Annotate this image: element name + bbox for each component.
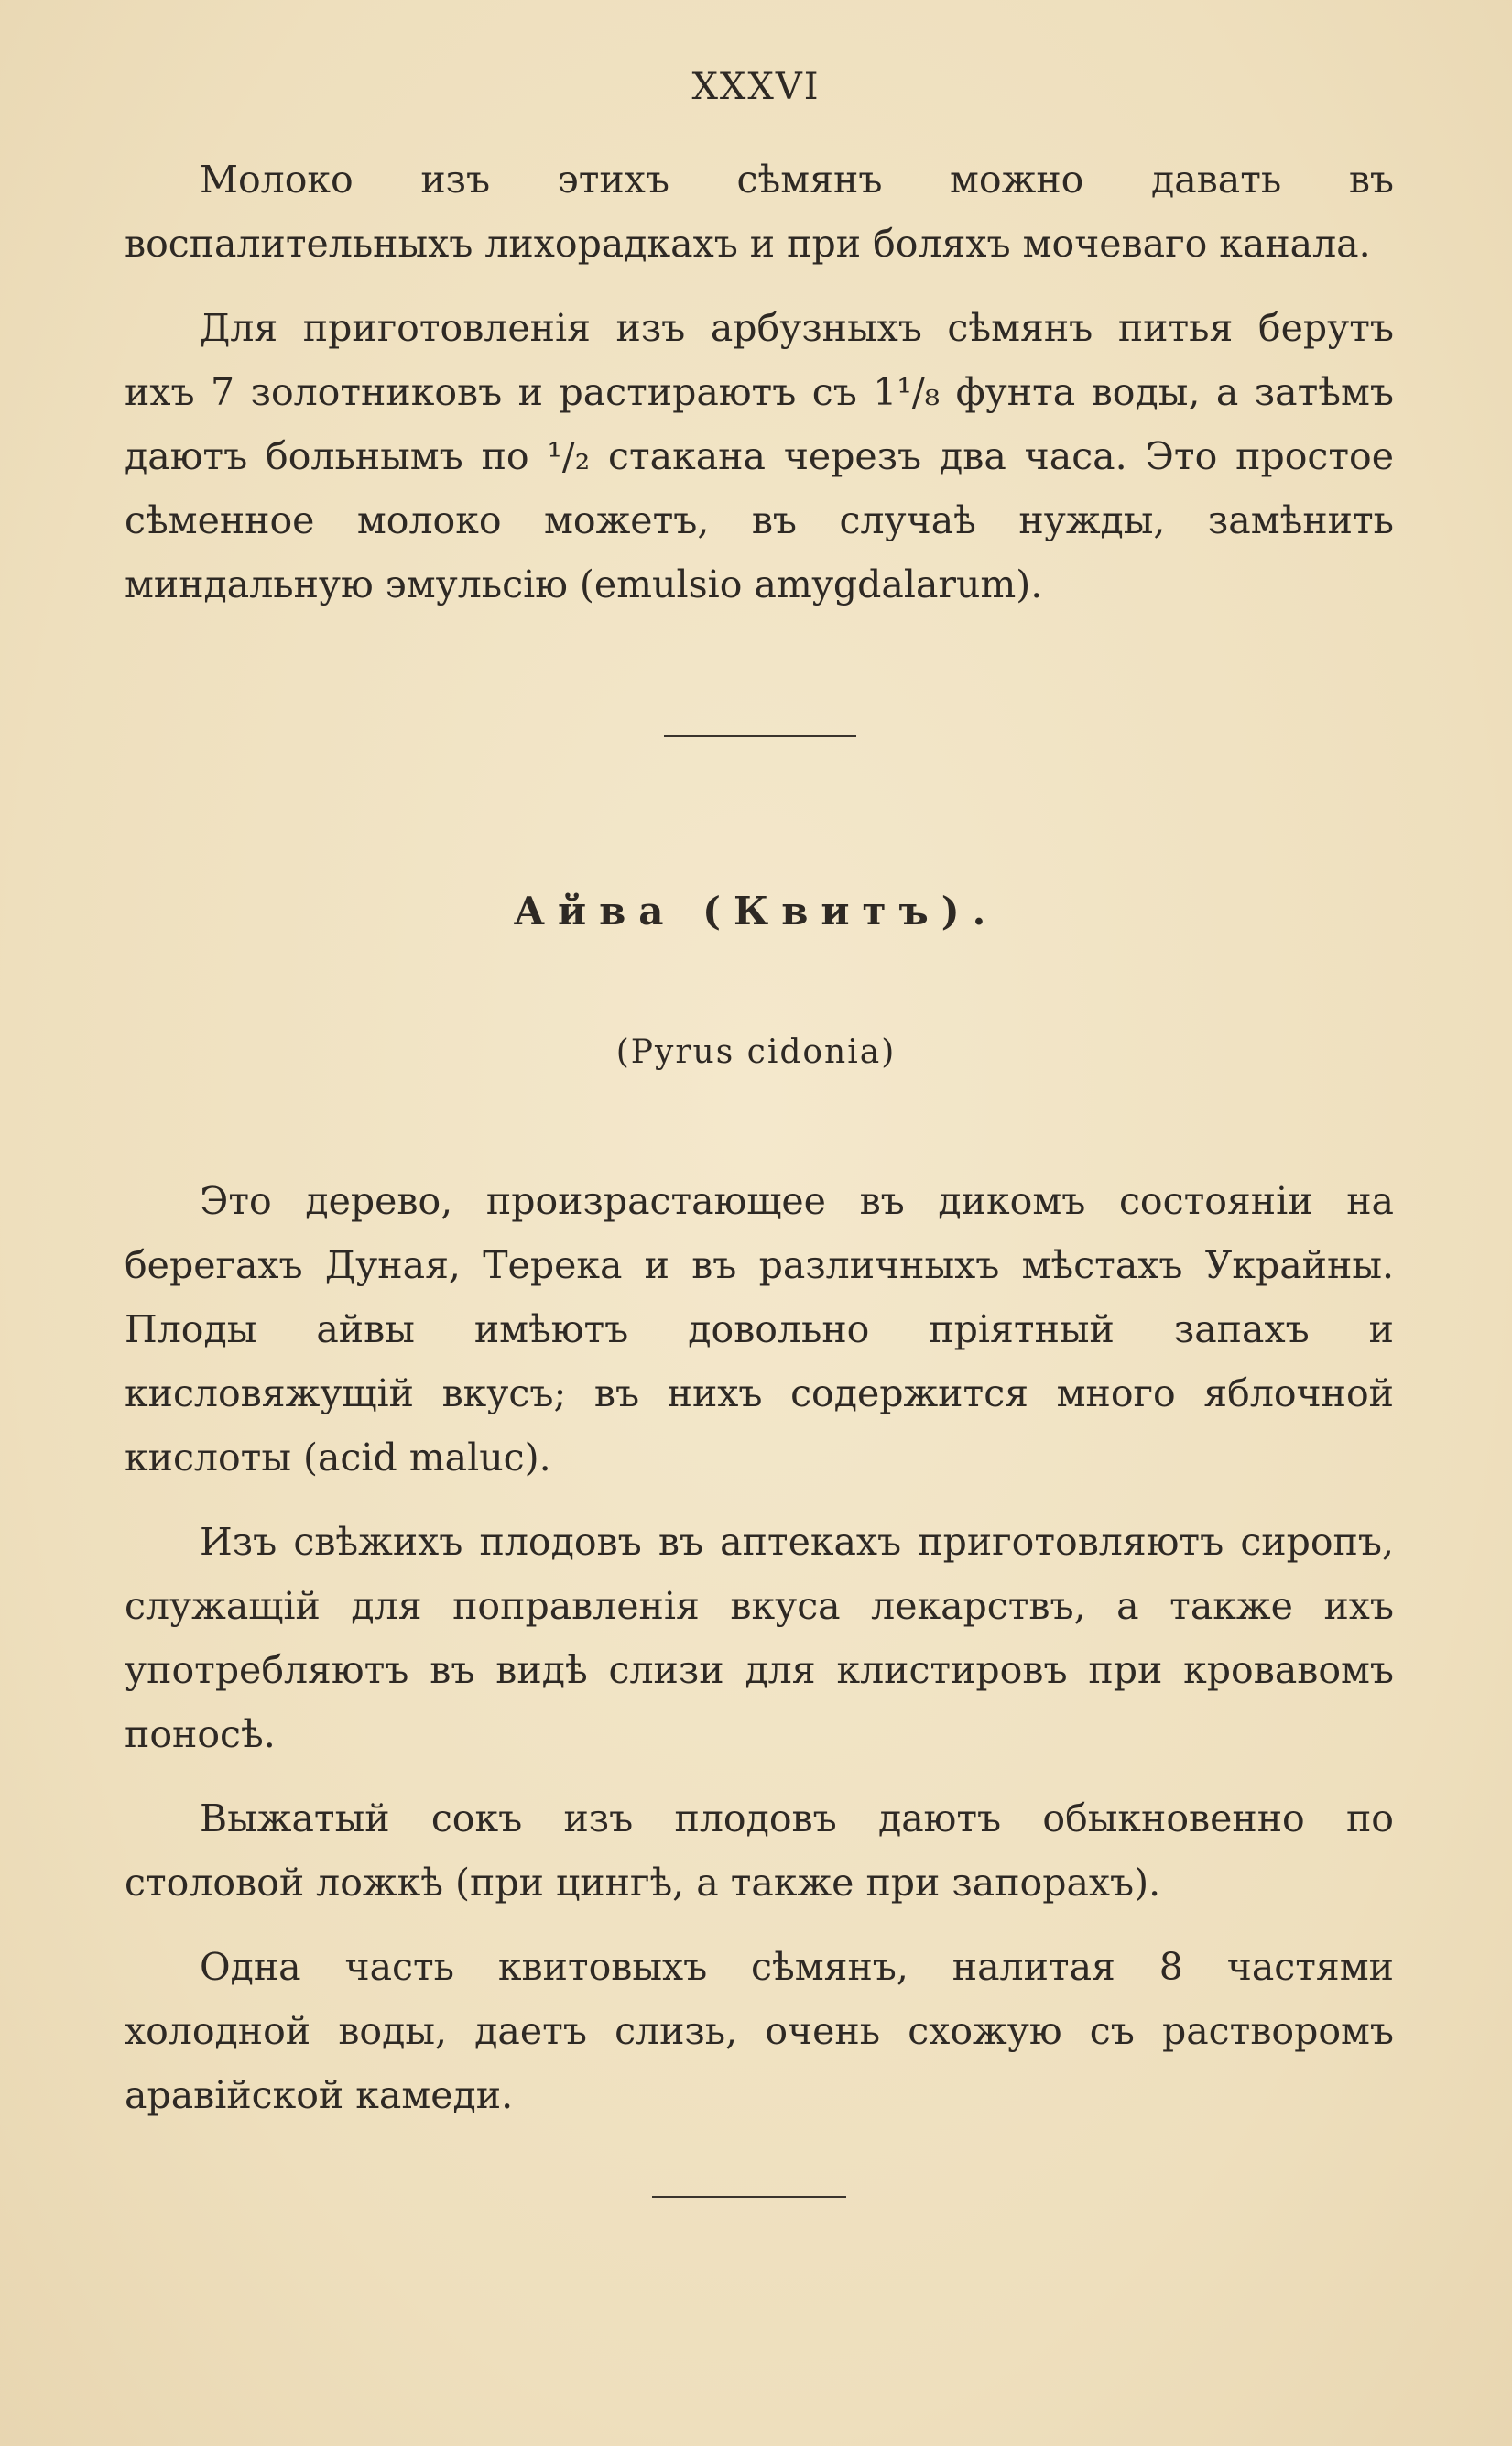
section-title: Айва (Квитъ).: [513, 889, 999, 934]
paragraph-quince-juice: Выжатый сокъ изъ плодовъ даютъ обыкновенно по столовой ложкѣ (при цингѣ, а также при запорахъ).: [125, 1796, 1394, 1905]
quince-section: [125, 1169, 1394, 2127]
paragraph-quince-syrup: Изъ свѣжихъ плодовъ въ аптекахъ приготовляютъ сиропъ, служащій для поправленія вкуса лекарствъ, а также ихъ употребляютъ въ видѣ слизи для клистировъ при кровавомъ поносѣ.: [125, 1520, 1394, 1756]
paragraph-seed-milk-use: Молоко изъ этихъ сѣмянъ можно давать въ воспалительныхъ лихорадкахъ и при боляхъ мочеваго канала.: [125, 158, 1394, 266]
section-divider-bottom: [652, 2196, 846, 2198]
paragraph-quince-description: Это дерево, произрастающее въ дикомъ состояніи на берегахъ Дуная, Терека и въ различныхъ мѣстахъ Украйны. Плоды айвы имѣютъ довольно пріятный запахъ и кисловяжущій вкусъ; въ нихъ содержится много яблочной кислоты (acid maluc).: [125, 1179, 1394, 1480]
paragraph-quince-seeds: Одна часть квитовыхъ сѣмянъ, налитая 8 частями холодной воды, даетъ слизь, очень схожую съ растворомъ аравійской камеди.: [125, 1945, 1394, 2117]
latin-name: (Pyrus cidonia): [615, 1033, 897, 1071]
page-number: XXXVI: [691, 66, 821, 108]
top-section: [125, 147, 1394, 617]
section-divider-top: [664, 735, 856, 737]
paragraph-watermelon-drink: Для приготовленія изъ арбузныхъ сѣмянъ питья берутъ ихъ 7 золотниковъ и растираютъ съ 1¹/₈ фунта воды, а затѣмъ даютъ больнымъ по ¹/₂ стакана черезъ два часа. Это простое сѣменное молоко можетъ, въ случаѣ нужды, замѣнить миндальную эмульсію (emulsio amygdalarum).: [125, 306, 1394, 606]
